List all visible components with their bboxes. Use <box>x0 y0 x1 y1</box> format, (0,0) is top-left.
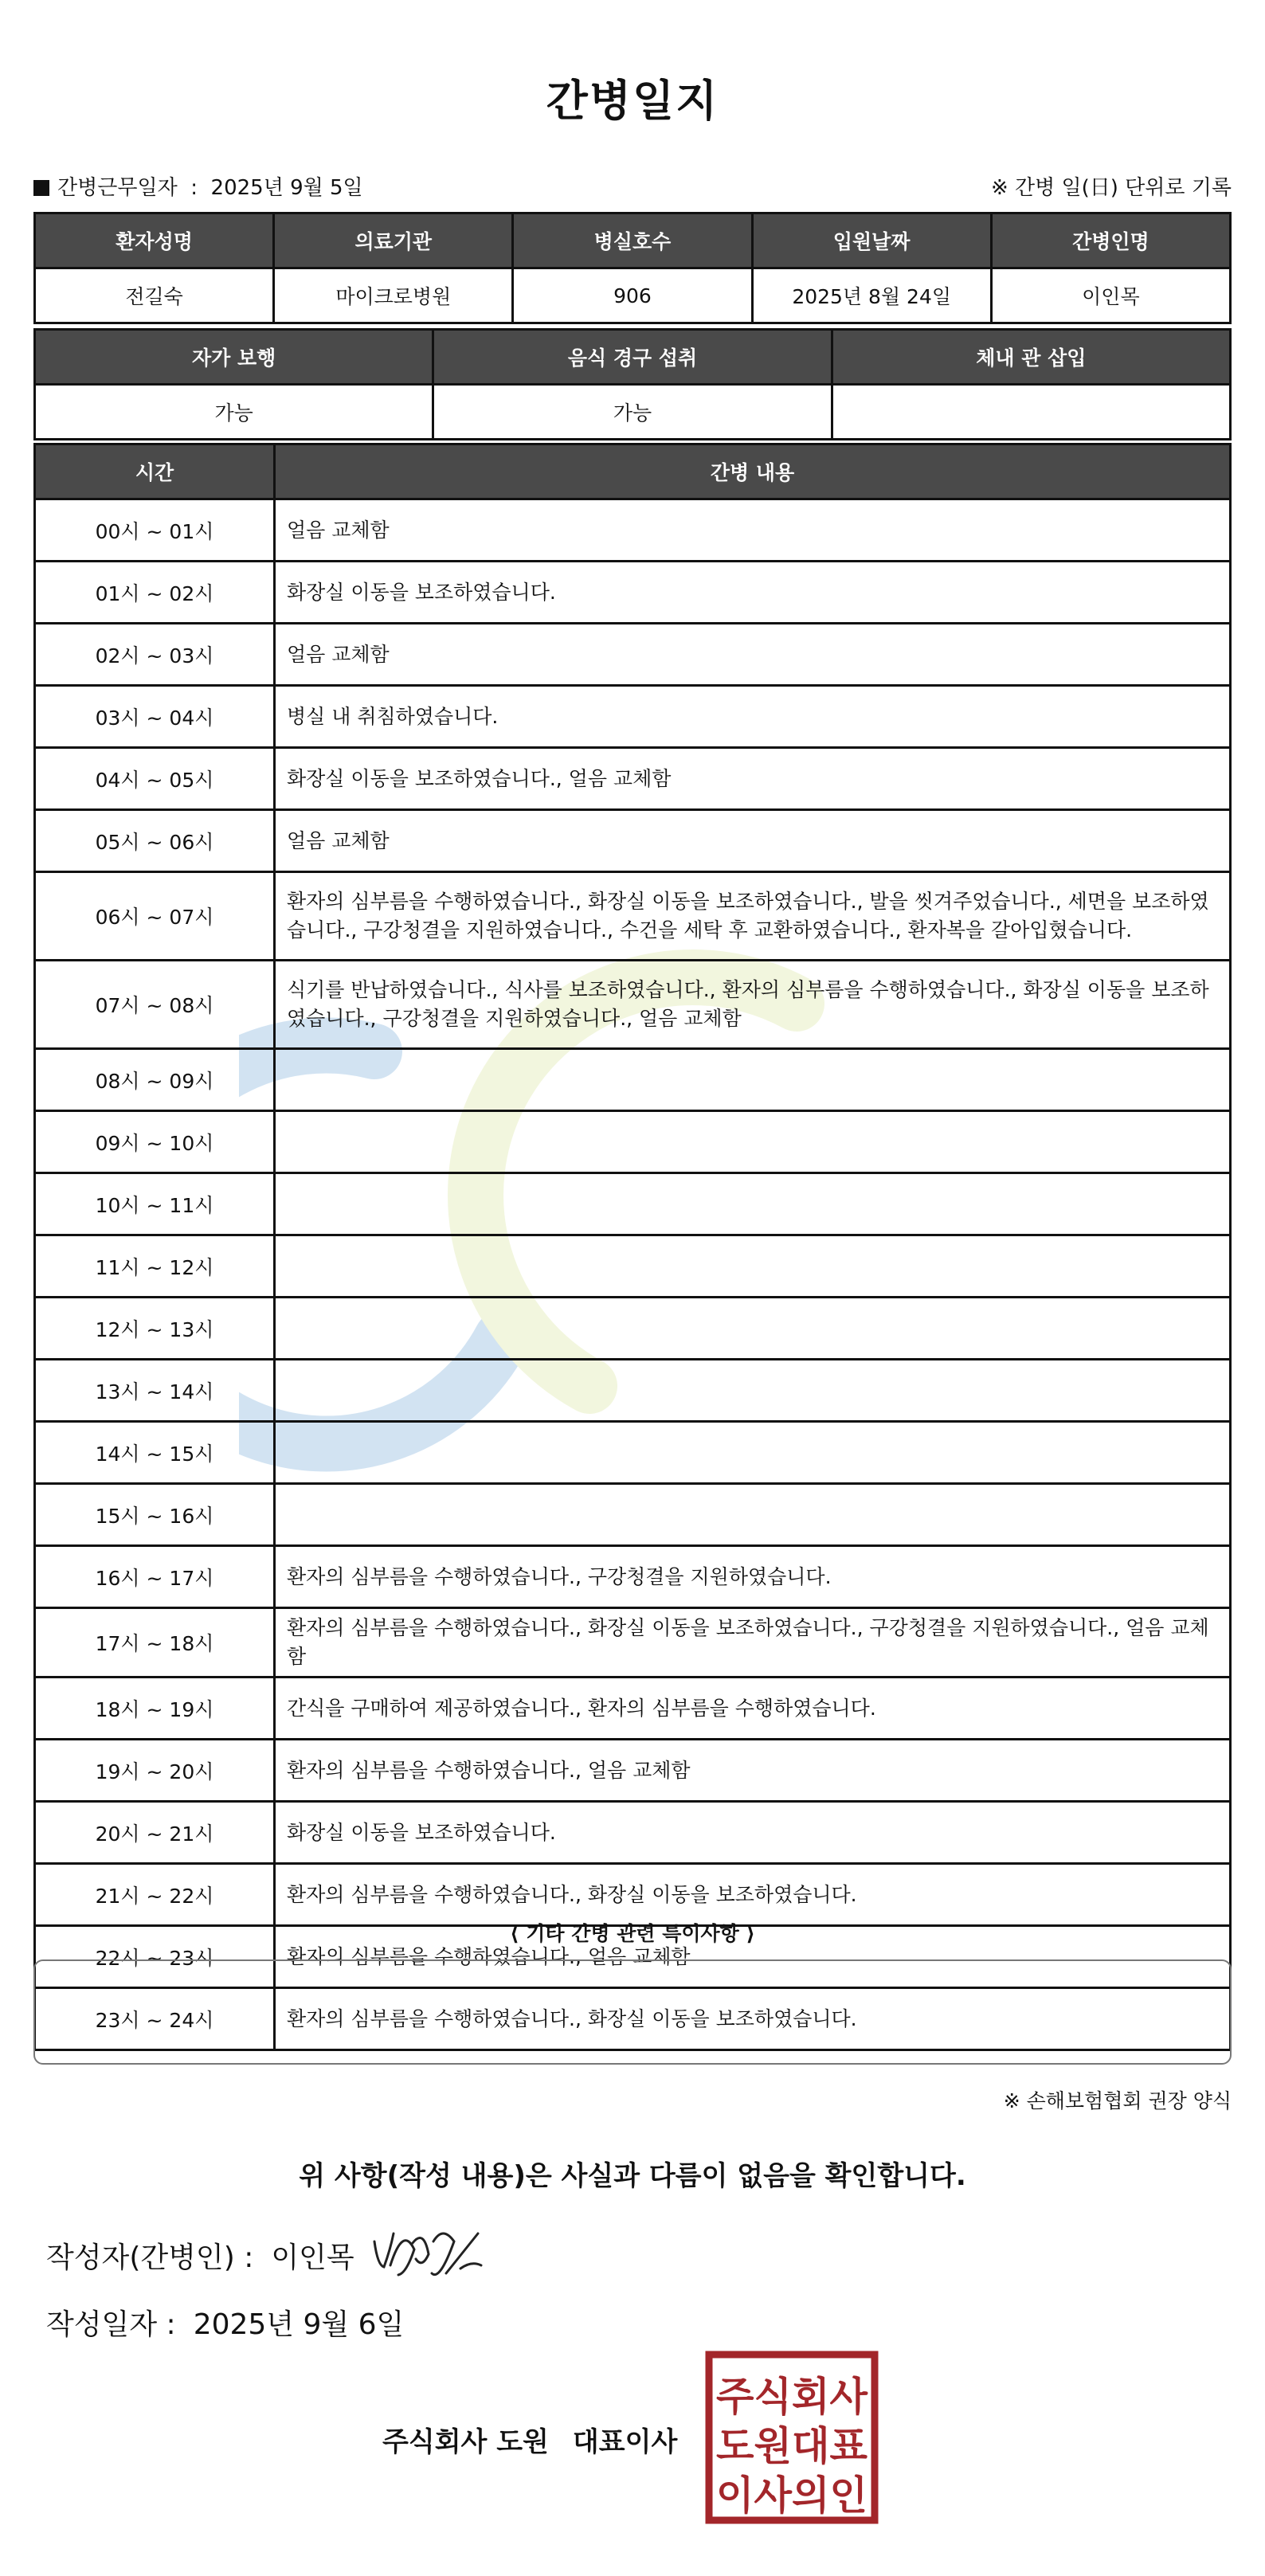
log-time: 13시 ~ 14시 <box>35 1360 275 1422</box>
log-time: 10시 ~ 11시 <box>35 1173 275 1235</box>
admission-date-value: 2025년 8월 24일 <box>752 268 991 323</box>
log-time: 12시 ~ 13시 <box>35 1298 275 1360</box>
log-row <box>35 1802 1231 1864</box>
log-row <box>35 562 1231 624</box>
log-time: 03시 ~ 04시 <box>35 686 275 748</box>
care-log-header-row <box>35 444 1231 499</box>
log-row <box>35 1111 1231 1173</box>
page-title: 간병일지 <box>546 76 719 126</box>
patient-name-value: 전길숙 <box>35 268 274 323</box>
square-bullet-icon <box>33 180 49 196</box>
log-row <box>35 1484 1231 1546</box>
log-content: 환자의 심부름을 수행하였습니다., 화장실 이동을 보조하였습니다., 발을 씻겨주었습니다., 세면을 보조하였습니다., 구강청결을 지원하였습니다., 수건을 세탁 후 교환하였습니다., 환자복을 갈아입혔습니다. <box>275 872 1231 961</box>
log-content: 얼음 교체함 <box>275 499 1231 562</box>
log-content <box>275 1235 1231 1298</box>
caregiver-name-header: 간병인명 <box>991 213 1230 268</box>
tube-insertion-header: 체내 관 삽입 <box>832 330 1230 385</box>
written-date-value: 2025년 9월 6일 <box>193 2308 405 2341</box>
care-log-table <box>33 443 1232 2051</box>
confirmation-statement: 위 사항(작성 내용)은 사실과 다름이 없음을 확인합니다. <box>299 2160 966 2192</box>
status-value-row <box>35 385 1231 440</box>
log-row <box>35 1173 1231 1235</box>
seal-text-line: 이사의인 <box>716 2472 867 2519</box>
log-time: 21시 ~ 22시 <box>35 1864 275 1926</box>
log-time: 20시 ~ 21시 <box>35 1802 275 1864</box>
work-date-separator: : <box>190 176 198 200</box>
log-row <box>35 1864 1231 1926</box>
log-content: 얼음 교체함 <box>275 810 1231 872</box>
writer-label: 작성자(간병인) : <box>46 2241 254 2274</box>
work-date <box>33 171 363 201</box>
company-representative: 대표이사 <box>572 2426 678 2458</box>
log-time: 17시 ~ 18시 <box>35 1608 275 1678</box>
room-number-value: 906 <box>513 268 752 323</box>
log-row <box>35 1049 1231 1111</box>
patient-info-header-row <box>35 213 1231 268</box>
room-number-header: 병실호수 <box>513 213 752 268</box>
log-time: 07시 ~ 08시 <box>35 961 275 1049</box>
log-time: 02시 ~ 03시 <box>35 624 275 686</box>
log-content: 병실 내 취침하였습니다. <box>275 686 1231 748</box>
patient-name-header: 환자성명 <box>35 213 274 268</box>
log-content: 식기를 반납하였습니다., 식사를 보조하였습니다., 환자의 심부름을 수행하였습니다., 화장실 이동을 보조하였습니다., 구강청결을 지원하였습니다., 얼음 교체함 <box>275 961 1231 1049</box>
patient-info-table <box>33 212 1232 324</box>
log-content: 화장실 이동을 보조하였습니다., 얼음 교체함 <box>275 748 1231 810</box>
log-content: 환자의 심부름을 수행하였습니다., 얼음 교체함 <box>275 1926 1231 1988</box>
content-header: 간병 내용 <box>275 444 1231 499</box>
log-content <box>275 1049 1231 1111</box>
hospital-value: 마이크로병원 <box>274 268 513 323</box>
log-row <box>35 748 1231 810</box>
caregiver-name-value: 이인목 <box>991 268 1230 323</box>
log-row <box>35 1740 1231 1802</box>
oral-intake-header: 음식 경구 섭취 <box>433 330 832 385</box>
remarks-box <box>33 1959 1232 2065</box>
log-content: 화장실 이동을 보조하였습니다. <box>275 562 1231 624</box>
log-time: 00시 ~ 01시 <box>35 499 275 562</box>
log-row <box>35 1422 1231 1484</box>
log-content <box>275 1422 1231 1484</box>
walking-header: 자가 보행 <box>35 330 433 385</box>
written-date-label: 작성일자 : <box>46 2308 176 2341</box>
oral-intake-value: 가능 <box>433 385 832 440</box>
log-row <box>35 499 1231 562</box>
log-row <box>35 624 1231 686</box>
company-name: 주식회사 도원 <box>382 2426 549 2458</box>
log-row <box>35 1298 1231 1360</box>
log-time: 06시 ~ 07시 <box>35 872 275 961</box>
log-row <box>35 1678 1231 1740</box>
log-content: 간식을 구매하여 제공하였습니다., 환자의 심부름을 수행하였습니다. <box>275 1678 1231 1740</box>
unit-note: ※ 간병 일(日) 단위로 기록 <box>990 176 1232 200</box>
log-content: 환자의 심부름을 수행하였습니다., 화장실 이동을 보조하였습니다., 구강청결을 지원하였습니다., 얼음 교체함 <box>275 1608 1231 1678</box>
log-content: 화장실 이동을 보조하였습니다. <box>275 1802 1231 1864</box>
writer-name: 이인목 <box>271 2241 354 2274</box>
log-time: 19시 ~ 20시 <box>35 1740 275 1802</box>
status-header-row <box>35 330 1231 385</box>
log-row <box>35 1608 1231 1678</box>
log-row <box>35 1360 1231 1422</box>
signature-image <box>366 2218 494 2289</box>
writer-line <box>46 2235 354 2276</box>
log-time: 16시 ~ 17시 <box>35 1546 275 1608</box>
log-content <box>275 1298 1231 1360</box>
log-time: 01시 ~ 02시 <box>35 562 275 624</box>
log-row <box>35 961 1231 1049</box>
seal-text-line: 주식회사 <box>716 2374 868 2420</box>
log-row <box>35 1235 1231 1298</box>
log-row <box>35 686 1231 748</box>
log-time: 05시 ~ 06시 <box>35 810 275 872</box>
log-content: 환자의 심부름을 수행하였습니다., 화장실 이동을 보조하였습니다. <box>275 1864 1231 1926</box>
form-note: ※ 손해보험협회 권장 양식 <box>1003 2089 1232 2112</box>
hospital-header: 의료기관 <box>274 213 513 268</box>
log-row <box>35 1546 1231 1608</box>
log-time: 22시 ~ 23시 <box>35 1926 275 1988</box>
log-content: 환자의 심부름을 수행하였습니다., 구강청결을 지원하였습니다. <box>275 1546 1231 1608</box>
written-date-line <box>46 2302 404 2343</box>
log-content <box>275 1484 1231 1546</box>
work-date-label: 간병근무일자 <box>57 176 178 200</box>
walking-value: 가능 <box>35 385 433 440</box>
log-content <box>275 1173 1231 1235</box>
log-time: 23시 ~ 24시 <box>35 1988 275 2050</box>
log-row <box>35 872 1231 961</box>
seal-text-line: 도원대표 <box>716 2423 868 2469</box>
time-header: 시간 <box>35 444 275 499</box>
tube-insertion-value <box>832 385 1230 440</box>
log-row <box>35 810 1231 872</box>
patient-status-table <box>33 328 1232 440</box>
log-content: 환자의 심부름을 수행하였습니다., 화장실 이동을 보조하였습니다. <box>275 1988 1231 2050</box>
log-time: 11시 ~ 12시 <box>35 1235 275 1298</box>
log-time: 15시 ~ 16시 <box>35 1484 275 1546</box>
log-content: 환자의 심부름을 수행하였습니다., 얼음 교체함 <box>275 1740 1231 1802</box>
admission-date-header: 입원날짜 <box>752 213 991 268</box>
company-seal-stamp <box>704 2350 879 2525</box>
log-time: 14시 ~ 15시 <box>35 1422 275 1484</box>
log-time: 09시 ~ 10시 <box>35 1111 275 1173</box>
log-content <box>275 1360 1231 1422</box>
log-content: 얼음 교체함 <box>275 624 1231 686</box>
log-time: 18시 ~ 19시 <box>35 1678 275 1740</box>
company-signature-line <box>382 2420 677 2459</box>
patient-info-value-row <box>35 268 1231 323</box>
log-time: 04시 ~ 05시 <box>35 748 275 810</box>
remarks-title: ⟨ 기타 간병 관련 특이사항 ⟩ <box>510 1922 755 1945</box>
log-time: 08시 ~ 09시 <box>35 1049 275 1111</box>
log-content <box>275 1111 1231 1173</box>
work-date-value: 2025년 9월 5일 <box>210 176 363 200</box>
